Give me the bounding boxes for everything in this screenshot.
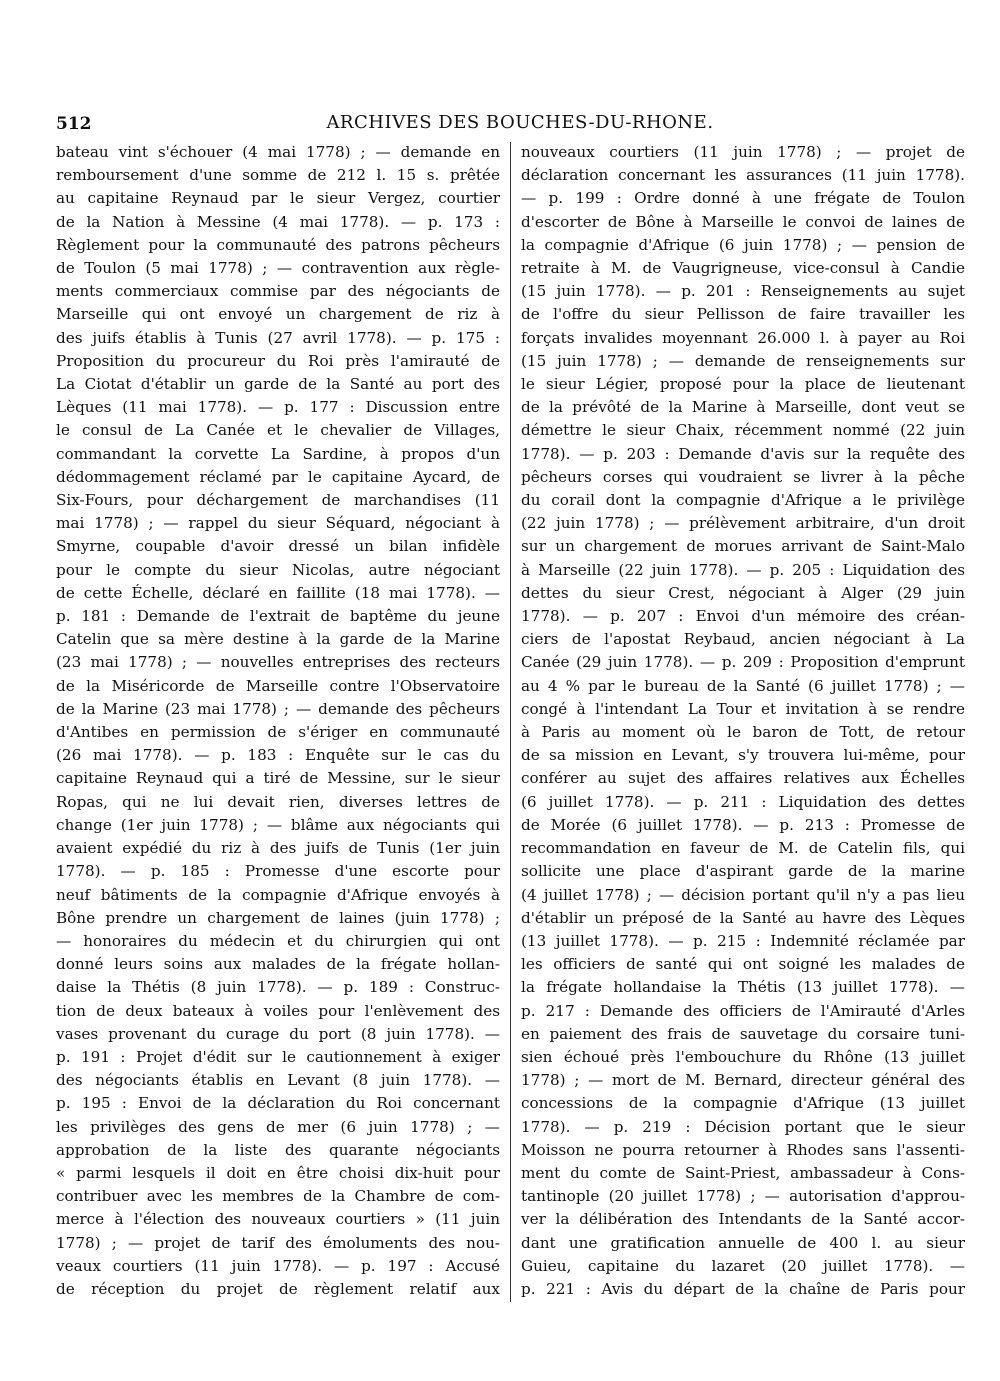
text-line: ver la délibération des Intendants de la Santé accor- [521,1210,965,1229]
text-line: neuf bâtiments de la compagnie d'Afrique envoyés à [56,885,500,904]
text-line: en paiement des frais de sauvetage du corsaire tuni- [521,1024,965,1043]
text-line: tantinople (20 juillet 1778) ; — autorisation d'approu- [521,1187,965,1206]
text-line: (13 juillet 1778). — p. 215 : Indemnité réclamée par [521,931,965,950]
text-line: 1778). — p. 207 : Envoi d'un mémoire des créan- [521,607,965,626]
text-line: ciers de l'apostat Reybaud, ancien négociant à La [521,630,965,649]
text-line: mai 1778) ; — rappel du sieur Séquard, négociant à [56,514,500,533]
text-line: p. 221 : Avis du départ de la chaîne de Paris pour [521,1279,965,1298]
text-line: (22 juin 1778) ; — prélèvement arbitraire, d'un droit [521,514,965,533]
text-line: les officiers de santé qui ont soigné les malades de [521,955,965,974]
left-column [56,141,500,1301]
text-line: veaux courtiers (11 juin 1778). — p. 197 : Accusé [56,1256,500,1275]
text-line: du corail dont la compagnie d'Afrique a le privilège [521,491,965,510]
text-line: La Ciotat d'établir un garde de la Santé au port des [56,375,500,394]
text-line: la compagnie d'Afrique (6 juin 1778) ; — pension de [521,235,965,254]
text-line: des négociants établis en Levant (8 juin 1778). — [56,1071,500,1090]
text-line: Six-Fours, pour déchargement de marchandises (11 [56,491,500,510]
text-line: de l'offre du sieur Pellisson de faire travailler les [521,305,965,324]
text-line: de Toulon (5 mai 1778) ; — contravention aux règle- [56,259,500,278]
text-line: tion de deux bateaux à voiles pour l'enlèvement des [56,1001,500,1020]
text-line: « parmi lesquels il doit en être choisi dix-huit pour [56,1163,500,1182]
text-line: p. 195 : Envoi de la déclaration du Roi concernant [56,1094,500,1113]
text-line: retraite à M. de Vaugrigneuse, vice-consul à Candie [521,259,965,278]
text-line: congé à l'intendant La Tour et invitation à se rendre [521,699,965,718]
text-line: vases provenant du curage du port (8 juin 1778). — [56,1024,500,1043]
text-line: à Marseille (22 juin 1778). — p. 205 : Liquidation des [521,560,965,579]
text-line: change (1er juin 1778) ; — blâme aux négociants qui [56,815,500,834]
text-line: bateau vint s'échouer (4 mai 1778) ; — demande en [56,143,500,161]
text-line: Bône prendre un chargement de laines (juin 1778) ; [56,908,500,927]
text-line: pour le compte du sieur Nicolas, autre négociant [56,560,500,579]
text-line: de la Miséricorde de Marseille contre l'Observatoire [56,676,500,695]
right-column [521,141,965,1301]
text-line: dédommagement réclamé par le capitaine Aycard, de [56,467,500,486]
text-line: de la prévôté de la Marine à Marseille, dont veut se [521,398,965,417]
text-line: au 4 % par le bureau de la Santé (6 juillet 1778) ; — [521,676,965,695]
text-line: Proposition du procureur du Roi près l'amirauté de [56,351,500,370]
text-line: ments commerciaux commise par des négociants de [56,282,500,301]
text-line: Marseille qui ont envoyé un chargement de riz à [56,305,500,324]
text-line: sien échoué près l'embouchure du Rhône (13 juillet [521,1047,965,1066]
text-line: de Morée (6 juillet 1778). — p. 213 : Promesse de [521,815,965,834]
text-line: Règlement pour la communauté des patrons pêcheurs [56,235,500,254]
text-line: recommandation en faveur de M. de Catelin fils, qui [521,839,965,858]
text-line: de réception du projet de règlement relatif aux [56,1279,500,1298]
text-line: dettes du sieur Crest, négociant à Alger (29 juin [521,583,965,602]
text-line: Ropas, qui ne lui devait rien, diverses lettres de [56,792,500,811]
text-line: p. 217 : Demande des officiers de l'Amirauté d'Arles [521,1001,965,1020]
text-line: (26 mai 1778). — p. 183 : Enquête sur le cas du [56,746,500,765]
text-line: Catelin que sa mère destine à la garde de la Marine [56,630,500,649]
column-divider [510,142,511,1302]
text-line: pêcheurs corses qui voudraient se livrer à la pêche [521,467,965,486]
text-line: démettre le sieur Chaix, récemment nommé (22 juin [521,421,965,440]
text-line: d'établir un préposé de la Santé au havre des Lèques [521,908,965,927]
text-line: déclaration concernant les assurances (11 juin 1778). [521,166,965,185]
text-line: Guieu, capitaine du lazaret (20 juillet 1778). — [521,1256,965,1275]
text-line: capitaine Reynaud qui a tiré de Messine, sur le sieur [56,769,500,788]
text-line: de sa mission en Levant, s'y trouvera lui-même, pour [521,746,965,765]
text-line: remboursement d'une somme de 212 l. 15 s. prêtée [56,166,500,185]
text-line: (15 juin 1778). — p. 201 : Renseignements au sujet [521,282,965,301]
text-line: (15 juin 1778) ; — demande de renseignements sur [521,351,965,370]
text-line: la frégate hollandaise la Thétis (13 juillet 1778). — [521,978,965,997]
text-line: approbation de la liste des quarante négociants [56,1140,500,1159]
text-line: le consul de La Canée et le chevalier de Villages, [56,421,500,440]
text-line: de la Marine (23 mai 1778) ; — demande des pêcheurs [56,699,500,718]
text-line: nouveaux courtiers (11 juin 1778) ; — projet de [521,143,965,161]
text-line: concessions de la compagnie d'Afrique (13 juillet [521,1094,965,1113]
text-line: dant une gratification annuelle de 400 l. au sieur [521,1233,965,1252]
text-line: de la Nation à Messine (4 mai 1778). — p. 173 : [56,212,500,231]
text-line: le sieur Légier, proposé pour la place de lieutenant [521,375,965,394]
text-line: (23 mai 1778) ; — nouvelles entreprises des recteurs [56,653,500,672]
text-line: ment du comte de Saint-Priest, ambassadeur à Cons- [521,1163,965,1182]
text-line: 1778). — p. 185 : Promesse d'une escorte pour [56,862,500,881]
text-line: — honoraires du médecin et du chirurgien qui ont [56,931,500,950]
text-line: les privilèges des gens de mer (6 juin 1778) ; — [56,1117,500,1136]
running-head: ARCHIVES DES BOUCHES-DU-RHONE. [326,112,714,133]
text-line: au capitaine Reynaud par le sieur Vergez, courtier [56,189,500,208]
text-line: Canée (29 juin 1778). — p. 209 : Proposition d'emprunt [521,653,965,672]
text-line: contribuer avec les membres de la Chambre de com- [56,1187,500,1206]
text-line: sollicite une place d'aspirant garde de la marine [521,862,965,881]
text-line: des juifs établis à Tunis (27 avril 1778). — p. 175 : [56,328,500,347]
text-line: commandant la corvette La Sardine, à propos d'un [56,444,500,463]
page-number: 512 [56,114,92,134]
text-line: 1778). — p. 219 : Décision portant que le sieur [521,1117,965,1136]
text-line: de cette Échelle, déclaré en faillite (18 mai 1778). — [56,583,500,602]
text-line: p. 181 : Demande de l'extrait de baptême du jeune [56,607,500,626]
text-line: à Paris au moment où le baron de Tott, de retour [521,723,965,742]
text-line: donné leurs soins aux malades de la frégate hollan- [56,955,500,974]
text-line: forçats invalides moyennant 26.000 l. à payer au Roi [521,328,965,347]
text-line: daise la Thétis (8 juin 1778). — p. 189 : Construc- [56,978,500,997]
text-line: Moisson ne pourra retourner à Rhodes sans l'assenti- [521,1140,965,1159]
text-line: sur un chargement de morues arrivant de Saint-Malo [521,537,965,556]
text-line: conférer au sujet des affaires relatives aux Échelles [521,769,965,788]
text-line: d'Antibes en permission de s'ériger en communauté [56,723,500,742]
text-line: — p. 199 : Ordre donné à une frégate de Toulon [521,189,965,208]
text-line: 1778). — p. 203 : Demande d'avis sur la requête des [521,444,965,463]
text-line: (6 juillet 1778). — p. 211 : Liquidation des dettes [521,792,965,811]
text-line: 1778) ; — projet de tarif des émoluments des nou- [56,1233,500,1252]
text-line: Lèques (11 mai 1778). — p. 177 : Discussion entre [56,398,500,417]
text-line: (4 juillet 1778) ; — décision portant qu'il n'y a pas lieu [521,885,965,904]
text-line: Smyrne, coupable d'avoir dressé un bilan infidèle [56,537,500,556]
text-line: avaient expédié du riz à des juifs de Tunis (1er juin [56,839,500,858]
text-line: merce à l'élection des nouveaux courtiers » (11 juin [56,1210,500,1229]
text-line: 1778) ; — mort de M. Bernard, directeur général des [521,1071,965,1090]
text-line: p. 191 : Projet d'édit sur le cautionnement à exiger [56,1047,500,1066]
text-line: d'escorter de Bône à Marseille le convoi de laines de [521,212,965,231]
